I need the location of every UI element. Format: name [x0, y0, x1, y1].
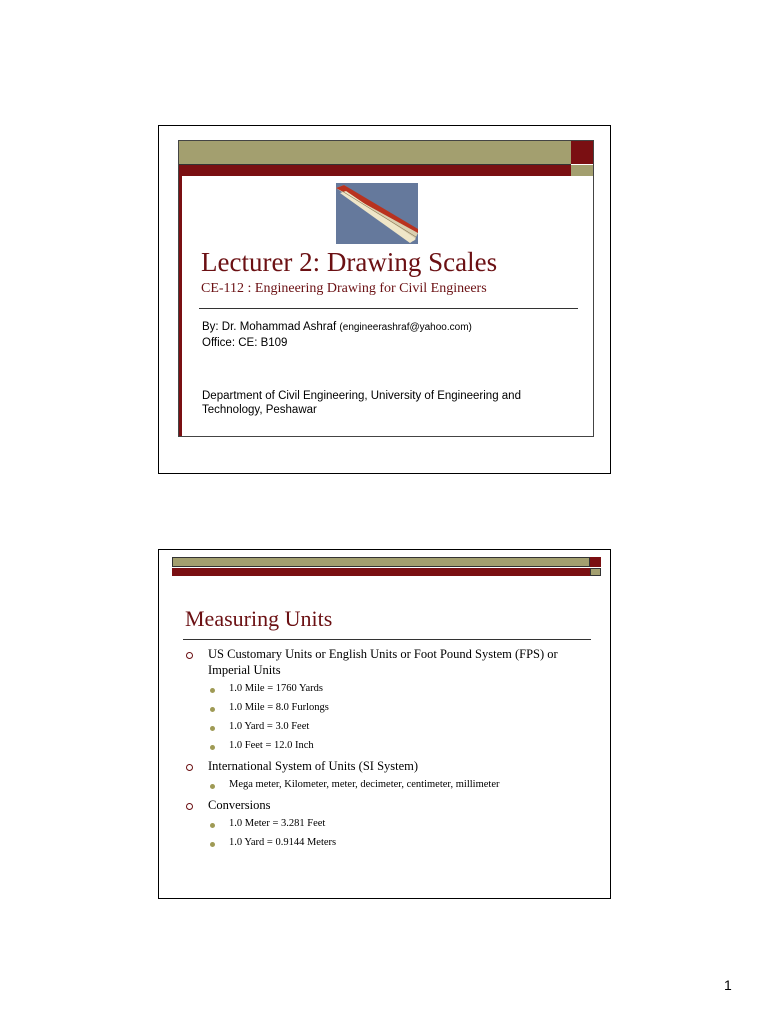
slide-2 — [158, 549, 611, 899]
header-band-olive — [172, 557, 590, 567]
dot-bullet-icon — [210, 726, 215, 731]
lecture-title: Lecturer 2: Drawing Scales — [201, 247, 498, 277]
list-item: Conversions — [208, 798, 271, 812]
dot-bullet-icon — [210, 707, 215, 712]
hollow-bullet-icon — [186, 764, 193, 771]
header-block-maroon — [590, 557, 601, 567]
page-number: 1 — [724, 977, 732, 993]
sub-list-item: 1.0 Meter = 3.281 Feet — [229, 818, 326, 829]
left-accent-stripe — [179, 176, 182, 436]
dot-bullet-icon — [210, 784, 215, 789]
course-subtitle: CE-112 : Engineering Drawing for Civil Engineers — [201, 281, 487, 296]
sub-list-item: 1.0 Feet = 12.0 Inch — [229, 740, 314, 751]
header-band-olive — [179, 141, 571, 165]
department-line: Department of Civil Engineering, University of Engineering and Technology, Peshawar — [202, 390, 521, 416]
slide-1 — [158, 125, 611, 474]
sub-list-item: 1.0 Mile = 8.0 Furlongs — [229, 702, 329, 713]
title-divider — [183, 639, 591, 640]
dot-bullet-icon — [210, 688, 215, 693]
header-block-maroon — [571, 141, 593, 164]
sub-list-item: 1.0 Yard = 0.9144 Meters — [229, 837, 337, 848]
title-divider — [199, 308, 578, 309]
dot-bullet-icon — [210, 823, 215, 828]
header-band-maroon — [172, 568, 590, 576]
dot-bullet-icon — [210, 745, 215, 750]
list-item: International System of Units (SI System) — [208, 759, 419, 773]
author-name: By: Dr. Mohammad Ashraf — [202, 321, 337, 333]
dot-bullet-icon — [210, 842, 215, 847]
scale-ruler-photo — [336, 183, 418, 244]
author-email: (engineerashraf@yahoo.com) — [339, 322, 472, 333]
header-block-olive — [571, 165, 593, 176]
slide-1-content — [178, 140, 594, 437]
office-line: Office: CE: B109 — [202, 337, 288, 349]
header-block-olive — [590, 568, 601, 576]
sub-list-item: 1.0 Yard = 3.0 Feet — [229, 721, 310, 732]
hollow-bullet-icon — [186, 803, 193, 810]
hollow-bullet-icon — [186, 652, 193, 659]
list-item: US Customary Units or English Units or Foot Pound System (FPS) or Imperial Units — [208, 647, 558, 677]
header-band-maroon — [179, 165, 571, 176]
author-line — [202, 321, 472, 333]
slide-title: Measuring Units — [185, 606, 333, 631]
sub-list-item: 1.0 Mile = 1760 Yards — [229, 683, 324, 694]
sub-list-item: Mega meter, Kilometer, meter, decimeter, centimeter, millimeter — [229, 779, 500, 790]
slide-2-header — [172, 557, 601, 578]
